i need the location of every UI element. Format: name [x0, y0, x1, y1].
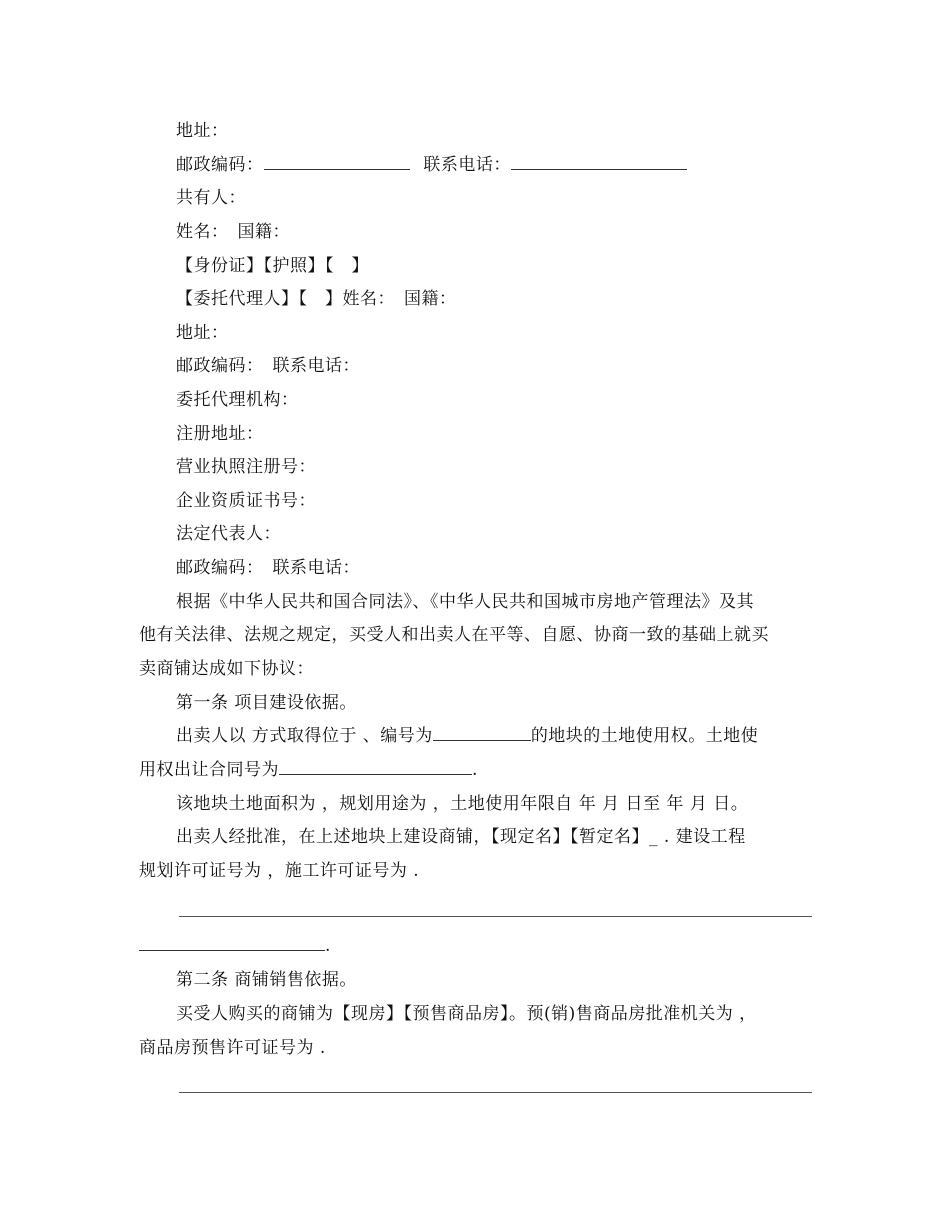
contract-number-end: .	[472, 760, 478, 780]
article-2-line-1: 买受人购买的商铺为【现房】【预售商品房】。预(销)售商品房批准机关为 ，	[176, 1004, 757, 1024]
address-line: 地址：	[176, 121, 229, 141]
contract-number-label: 用权出让合同号为	[139, 760, 279, 780]
agent-address-line: 地址：	[176, 323, 229, 343]
agent-line: 【委托代理人】【 】姓名： 国籍：	[176, 289, 457, 309]
contract-number-blank	[279, 760, 472, 775]
land-use-right-text: 的地块的土地使用权。土地使	[530, 726, 759, 746]
preamble-line-3: 卖商铺达成如下协议：	[139, 659, 314, 679]
parcel-number-blank	[433, 726, 531, 741]
postcode-label: 邮政编码：	[176, 155, 264, 175]
name-nationality-line: 姓名： 国籍：	[176, 222, 290, 242]
agency-line: 委托代理机构：	[176, 390, 299, 410]
construction-approval-line: 出卖人经批准，在上述地块上建设商铺，【现定名】【暂定名】_ . 建设工程	[176, 827, 746, 847]
land-acquisition-text: 出卖人以 方式取得位于 、编号为	[176, 726, 433, 746]
planning-permit-line: 规划许可证号为 ，施工许可证号为 .	[139, 861, 420, 881]
agency-postcode-phone-line: 邮政编码： 联系电话：	[176, 558, 360, 578]
article-2-heading: 第二条 商铺销售依据。	[176, 970, 357, 990]
postcode-blank	[264, 155, 410, 170]
postcode-phone-line	[176, 155, 687, 175]
phone-blank	[511, 155, 687, 170]
land-area-line: 该地块土地面积为 ，规划用途为 ，土地使用年限自 年 月 日至 年 月 日。	[176, 794, 749, 814]
article-1-line-2	[139, 760, 478, 780]
preamble-line-1: 根据《中华人民共和国合同法》、《中华人民共和国城市房地产管理法》及其	[176, 592, 754, 612]
id-type-line: 【身份证】【护照】【 】	[176, 256, 369, 276]
preamble-line-2: 他有关法律、法规之规定，买受人和出卖人在平等、自愿、协商一致的基础上就买	[139, 625, 769, 645]
co-owner-line: 共有人：	[176, 188, 246, 208]
agent-postcode-phone-line: 邮政编码： 联系电话：	[176, 356, 360, 376]
article-2-line-2: 商品房预售许可证号为 .	[139, 1038, 326, 1058]
legal-representative-line: 法定代表人：	[176, 524, 281, 544]
phone-label: 联系电话：	[423, 155, 511, 175]
article-1-heading: 第一条 项目建设依据。	[176, 693, 357, 713]
article-1-line-1	[176, 726, 758, 746]
continuation-blank	[139, 936, 325, 951]
fill-in-rule	[179, 916, 812, 917]
fill-in-continuation-line	[139, 936, 331, 956]
registered-address-line: 注册地址：	[176, 424, 264, 444]
fill-in-rule-2	[179, 1092, 812, 1093]
business-license-line: 营业执照注册号：	[176, 457, 316, 477]
continuation-end: .	[325, 936, 331, 956]
qualification-cert-line: 企业资质证书号：	[176, 491, 316, 511]
